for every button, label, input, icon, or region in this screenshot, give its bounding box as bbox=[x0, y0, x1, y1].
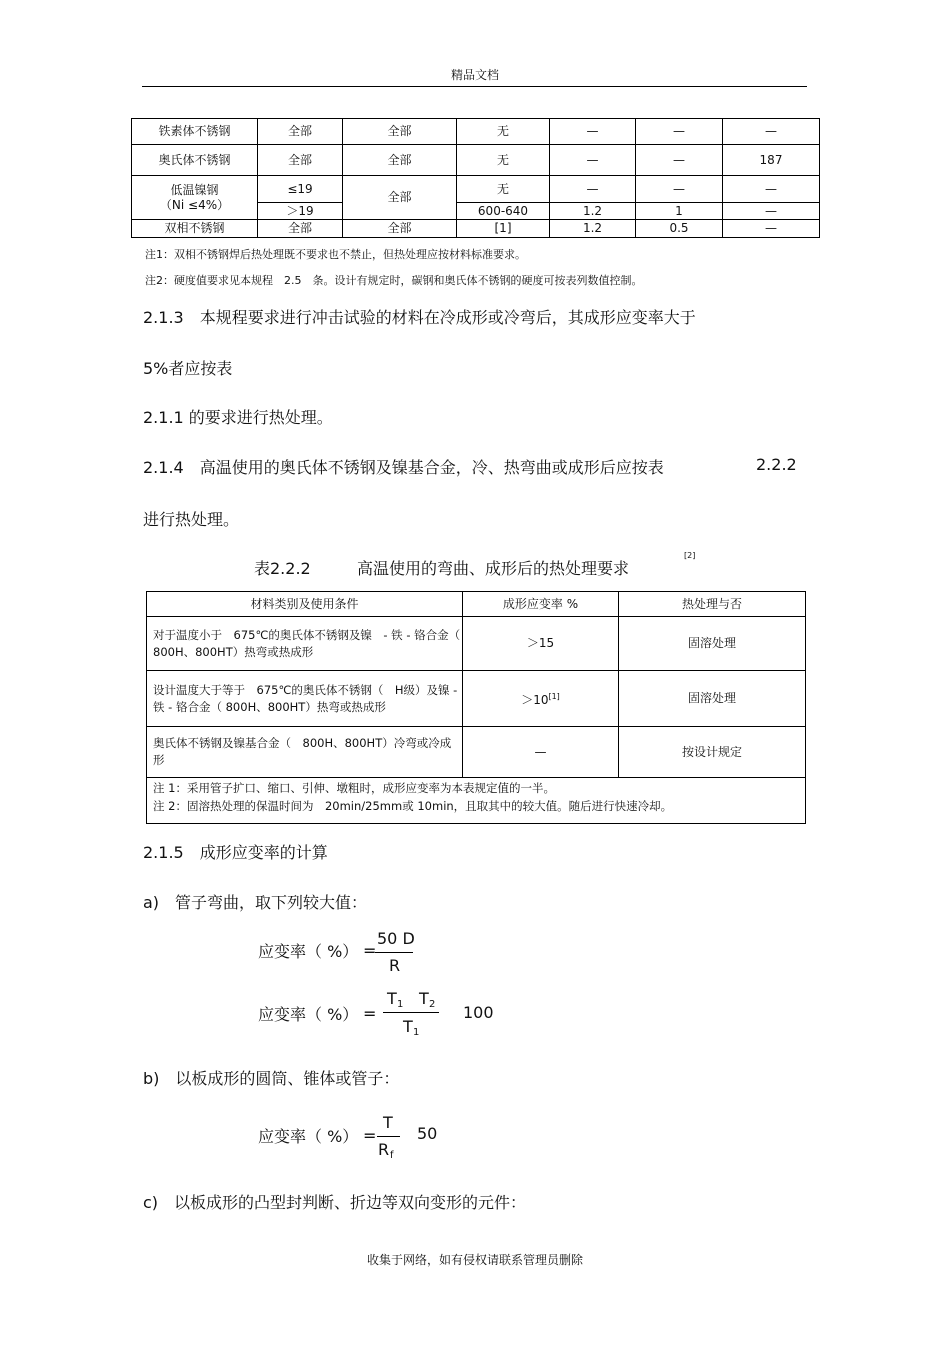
table-cell: 0.5 bbox=[636, 220, 723, 238]
table-cell: — bbox=[636, 145, 723, 176]
equals-sign: = bbox=[363, 1126, 377, 1145]
table-cell: 全部 bbox=[258, 145, 343, 176]
multiplier: 50 bbox=[417, 1124, 438, 1143]
table-cell: 全部 bbox=[258, 220, 343, 238]
table-cell: 1 bbox=[636, 203, 723, 220]
footnote-ref: [1] bbox=[548, 692, 560, 701]
fraction-bar bbox=[383, 1012, 439, 1013]
table-cell: [1] bbox=[457, 220, 550, 238]
denominator-term: T bbox=[403, 1017, 413, 1036]
paragraph: 2.1.1 的要求进行热处理。 bbox=[143, 408, 333, 427]
fraction-denominator: R bbox=[389, 956, 401, 975]
fraction-numerator: 50 D bbox=[377, 929, 415, 948]
column-header: 成形应变率 % bbox=[463, 592, 619, 617]
table-cell: 全部 bbox=[343, 119, 457, 145]
paragraph: 2.1.4 高温使用的奥氏体不锈钢及镍基合金，冷、热弯曲或成形后应按表 bbox=[143, 458, 664, 477]
list-item: a) 管子弯曲，取下列较大值： bbox=[143, 893, 368, 912]
table-cell: 187 bbox=[723, 145, 820, 176]
table-cell: 奥氏体不锈钢 bbox=[132, 145, 258, 176]
numerator-term: T bbox=[387, 989, 397, 1008]
table-cell: — bbox=[636, 119, 723, 145]
table-cell: 按设计规定 bbox=[619, 727, 806, 778]
table-row bbox=[147, 778, 806, 824]
denominator-term: R bbox=[378, 1140, 390, 1159]
table-note: 注 2：固溶热处理的保温时间为 20min/25mm或 10min，且取其中的较大值。随后进行快速冷却。 bbox=[153, 799, 673, 813]
table-cell: ≤19 bbox=[258, 176, 343, 203]
numerator-term: T bbox=[419, 989, 429, 1008]
table-row bbox=[147, 671, 806, 727]
table-caption-number: 表2.2.2 bbox=[254, 559, 311, 578]
equation-label: 应变率（ %） bbox=[258, 942, 359, 961]
header-rule bbox=[142, 86, 807, 87]
table-cell: ＞15 bbox=[463, 617, 619, 671]
subscript: 1 bbox=[397, 999, 404, 1010]
page-footer: 收集于网络，如有侵权请联系管理员删除 bbox=[366, 1253, 583, 1267]
subscript: f bbox=[390, 1150, 394, 1161]
table-cell: 双相不锈钢 bbox=[132, 220, 258, 238]
table-cell: — bbox=[550, 145, 636, 176]
table-row bbox=[132, 145, 820, 176]
page-header: 精品文档 bbox=[450, 68, 499, 82]
cell-line: 低温镍钢 bbox=[170, 182, 219, 197]
paragraph: 进行热处理。 bbox=[143, 510, 240, 529]
table-cell bbox=[463, 671, 619, 727]
table-cell: 1.2 bbox=[550, 220, 636, 238]
table-cell: — bbox=[550, 176, 636, 203]
table-cell: 无 bbox=[457, 145, 550, 176]
equation-label: 应变率（ %） bbox=[258, 1005, 359, 1024]
table-cell bbox=[132, 176, 258, 220]
table-cell: 奥氏体不锈钢及镍基合金（ 800H、800HT）冷弯或冷成形 bbox=[147, 727, 463, 778]
list-item: c) 以板成形的凸型封判断、折边等双向变形的元件： bbox=[143, 1193, 527, 1212]
table-note: 注 1：采用管子扩口、缩口、引伸、墩粗时，成形应变率为本表规定值的一半。 bbox=[153, 781, 555, 795]
heat-treatment-table bbox=[146, 591, 806, 824]
fraction-bar bbox=[377, 1136, 400, 1137]
table-notes bbox=[147, 778, 806, 824]
table-cell: 铁素体不锈钢 bbox=[132, 119, 258, 145]
table-cell: 1.2 bbox=[550, 203, 636, 220]
equation-label: 应变率（ %） bbox=[258, 1127, 359, 1146]
table-reference: 2.2.2 bbox=[756, 455, 797, 474]
table-row bbox=[147, 617, 806, 671]
cell-line: （Ni ≤4%） bbox=[159, 197, 230, 212]
fraction-numerator: T bbox=[383, 1113, 393, 1132]
hardness-table bbox=[131, 118, 820, 238]
equals-sign: = bbox=[363, 1004, 377, 1023]
table-row bbox=[132, 176, 820, 203]
table-cell: 固溶处理 bbox=[619, 617, 806, 671]
table-header-row bbox=[147, 592, 806, 617]
column-header: 热处理与否 bbox=[619, 592, 806, 617]
table-cell: 固溶处理 bbox=[619, 671, 806, 727]
section-heading: 2.1.5 成形应变率的计算 bbox=[143, 843, 328, 862]
column-header: 材料类别及使用条件 bbox=[147, 592, 463, 617]
table-row bbox=[132, 119, 820, 145]
subscript: 1 bbox=[413, 1027, 420, 1038]
table-cell: 无 bbox=[457, 176, 550, 203]
table-row bbox=[147, 727, 806, 778]
table-cell: 全部 bbox=[343, 176, 457, 220]
table-cell: — bbox=[723, 119, 820, 145]
multiplier: 100 bbox=[463, 1003, 494, 1022]
table-cell: 全部 bbox=[343, 145, 457, 176]
rate-value: ＞10 bbox=[521, 693, 549, 707]
table-note: 注2：硬度值要求见本规程 2.5 条。设计有规定时，碳钢和奥氏体不锈钢的硬度可按表列数值控制。 bbox=[145, 274, 643, 287]
caption-reference: [2] bbox=[684, 551, 696, 560]
table-cell: 设计温度大于等于 675℃的奥氏体不锈钢（ H级）及镍 - 铁 - 铬合金（ 800H、800HT）热弯或热成形 bbox=[147, 671, 463, 727]
table-cell: — bbox=[723, 203, 820, 220]
table-cell: — bbox=[723, 220, 820, 238]
table-cell: 全部 bbox=[343, 220, 457, 238]
table-cell: — bbox=[636, 176, 723, 203]
list-item: b) 以板成形的圆筒、锥体或管子： bbox=[143, 1069, 400, 1088]
table-cell: — bbox=[723, 176, 820, 203]
subscript: 2 bbox=[429, 999, 436, 1010]
table-cell: 全部 bbox=[258, 119, 343, 145]
table-note: 注1：双相不锈钢焊后热处理既不要求也不禁止，但热处理应按材料标准要求。 bbox=[145, 248, 526, 261]
paragraph: 2.1.3 本规程要求进行冲击试验的材料在冷成形或冷弯后，其成形应变率大于 bbox=[143, 308, 696, 327]
equals-sign: = bbox=[363, 941, 377, 960]
table-cell: ＞19 bbox=[258, 203, 343, 220]
table-cell: 对于温度小于 675℃的奥氏体不锈钢及镍 - 铁 - 铬合金（ 800H、800HT）热弯或热成形 bbox=[147, 617, 463, 671]
table-row bbox=[132, 220, 820, 238]
table-caption: 高温使用的弯曲、成形后的热处理要求 bbox=[357, 559, 630, 578]
paragraph: 5%者应按表 bbox=[143, 359, 233, 378]
fraction-bar bbox=[375, 952, 413, 953]
table-cell: — bbox=[550, 119, 636, 145]
table-cell: 600-640 bbox=[457, 203, 550, 220]
table-cell: — bbox=[463, 727, 619, 778]
table-cell: 无 bbox=[457, 119, 550, 145]
